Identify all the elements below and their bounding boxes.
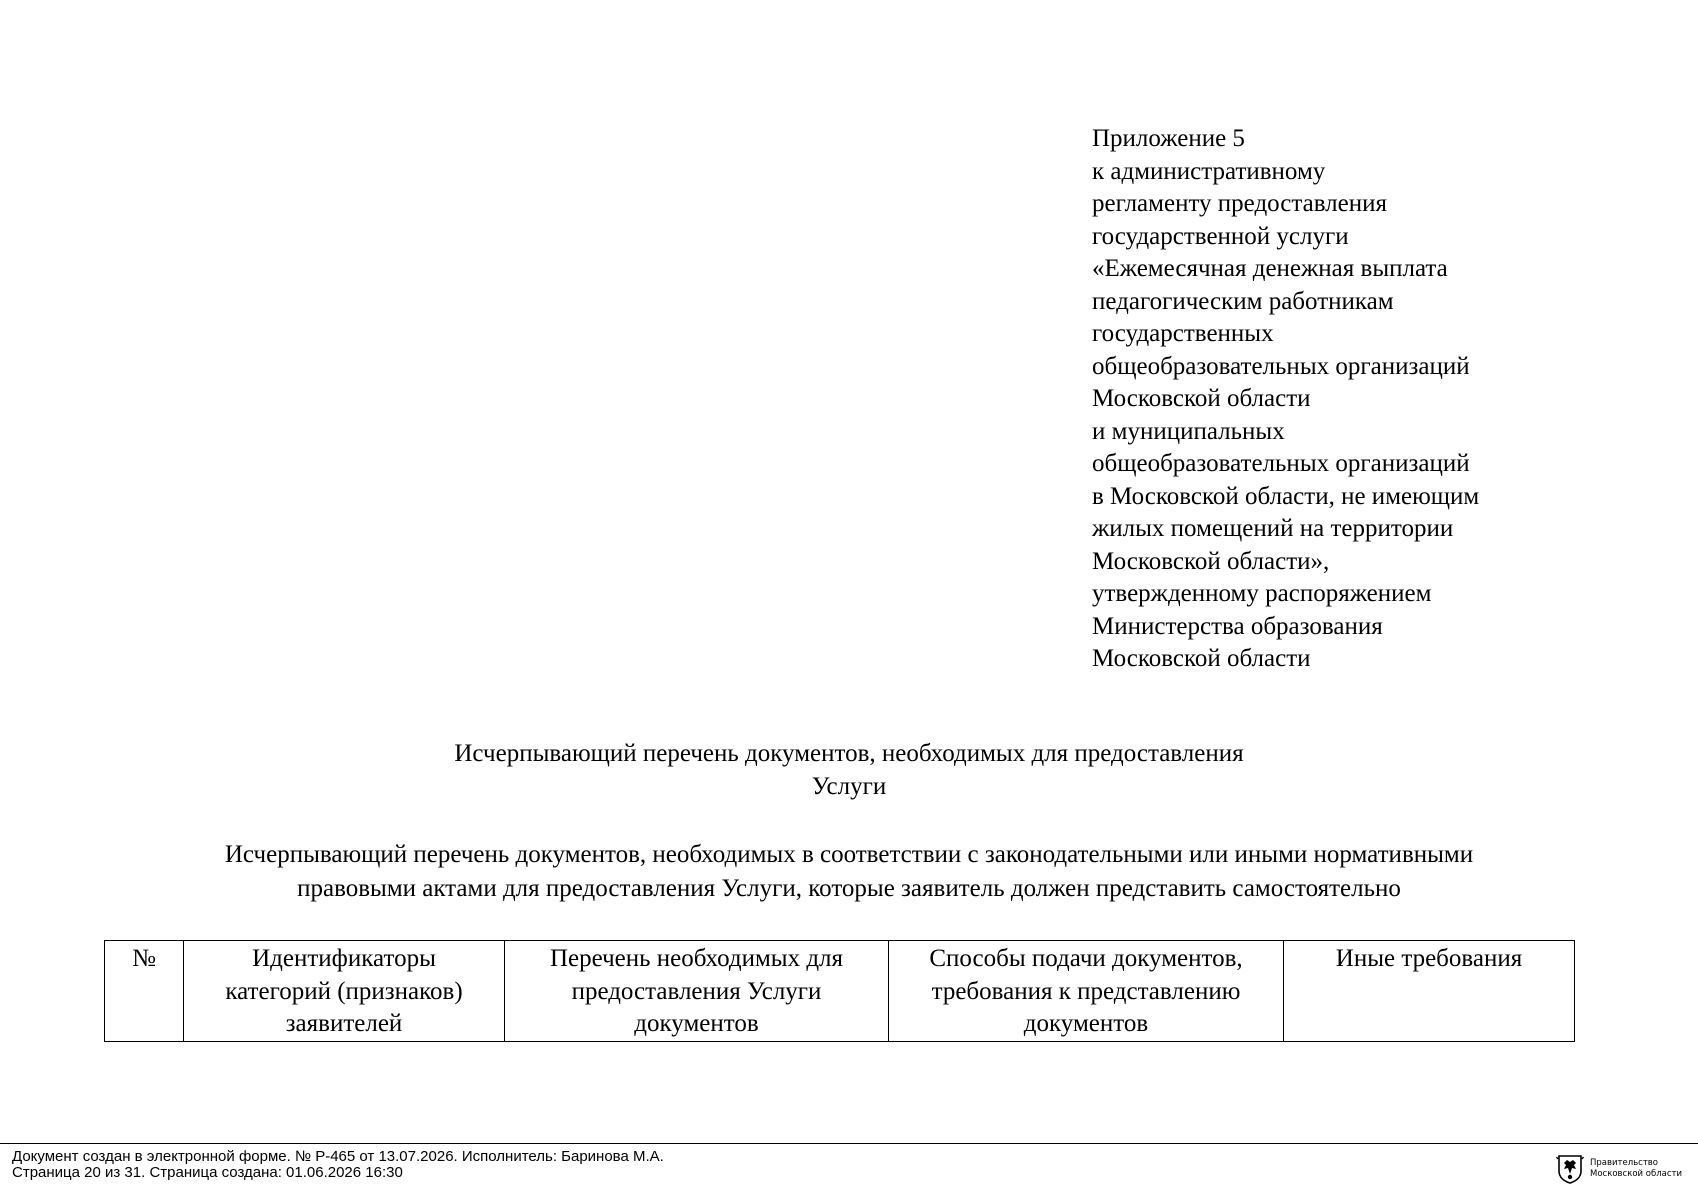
logo-caption bbox=[1590, 1158, 1682, 1180]
appendix-line: Московской области bbox=[1092, 385, 1311, 412]
logo-caption-line: Правительство bbox=[1590, 1158, 1658, 1168]
appendix-line: и муниципальных bbox=[1092, 417, 1285, 445]
appendix-line: жилых помещений на территории bbox=[1092, 515, 1454, 542]
footer-page-info: Страница 20 из 31. Страница создана: 01.06.2026 16:30 bbox=[12, 1164, 403, 1181]
header-text: документов bbox=[634, 1010, 759, 1037]
table-header-row bbox=[105, 941, 1575, 1042]
column-header-other-requirements bbox=[1284, 941, 1575, 1042]
appendix-line: государственных bbox=[1092, 320, 1274, 347]
column-header-required-documents bbox=[505, 941, 889, 1042]
header-text: Способы подачи документов, bbox=[929, 945, 1243, 972]
header-text: заявителей bbox=[285, 1010, 403, 1037]
footer-divider bbox=[0, 1143, 1698, 1144]
document-subtitle-line: Исчерпывающий перечень документов, необходимых в соответствии с законодательными или иными нормативными bbox=[224, 841, 1474, 868]
header-text: требования к представлению bbox=[931, 977, 1241, 1005]
appendix-line: Приложение 5 bbox=[1092, 125, 1245, 152]
appendix-line: педагогическим работникам bbox=[1092, 287, 1394, 315]
document-title-line: Услуги bbox=[811, 772, 887, 800]
appendix-line: в Московской области, не имеющим bbox=[1092, 482, 1480, 510]
column-header-submission-methods bbox=[889, 941, 1284, 1042]
document-title-line: Исчерпывающий перечень документов, необходимых для предоставления bbox=[454, 740, 1244, 767]
appendix-line: государственной услуги bbox=[1092, 222, 1349, 250]
header-text: № bbox=[132, 945, 156, 972]
document-footer bbox=[12, 1149, 664, 1181]
footer-document-info: Документ создан в электронной форме. № Р-465 от 13.07.2026. Исполнитель: Баринова М.А. bbox=[12, 1148, 664, 1165]
header-text: Идентификаторы bbox=[252, 945, 436, 972]
appendix-line: общеобразовательных организаций bbox=[1092, 450, 1470, 477]
column-header-number bbox=[105, 941, 184, 1042]
header-text: предоставления Услуги bbox=[571, 977, 822, 1005]
document-subtitle bbox=[0, 838, 1698, 906]
moscow-region-coat-of-arms-icon bbox=[1556, 1154, 1584, 1184]
appendix-line: к административному bbox=[1092, 157, 1326, 185]
government-logo bbox=[1556, 1152, 1688, 1186]
header-text: Перечень необходимых для bbox=[549, 945, 844, 972]
document-title bbox=[0, 738, 1698, 803]
column-header-applicant-categories bbox=[184, 941, 505, 1042]
appendix-header bbox=[1092, 123, 1652, 676]
logo-caption-line: Московской области bbox=[1590, 1169, 1683, 1179]
appendix-line: «Ежемесячная денежная выплата bbox=[1092, 255, 1448, 282]
appendix-line: Московской области», bbox=[1092, 547, 1330, 575]
appendix-line: регламенту предоставления bbox=[1092, 190, 1388, 217]
document-subtitle-line: правовыми актами для предоставления Услуги, которые заявитель должен представить самостоятельно bbox=[297, 875, 1401, 902]
header-text: документов bbox=[1023, 1010, 1149, 1037]
header-text: категорий (признаков) bbox=[225, 977, 463, 1005]
appendix-line: Московской области bbox=[1092, 645, 1311, 672]
appendix-line: Министерства образования bbox=[1092, 612, 1383, 640]
appendix-line: утвержденному распоряжением bbox=[1092, 580, 1432, 607]
documents-table bbox=[104, 940, 1575, 1042]
appendix-line: общеобразовательных организаций bbox=[1092, 352, 1470, 380]
header-text: Иные требования bbox=[1335, 945, 1523, 972]
